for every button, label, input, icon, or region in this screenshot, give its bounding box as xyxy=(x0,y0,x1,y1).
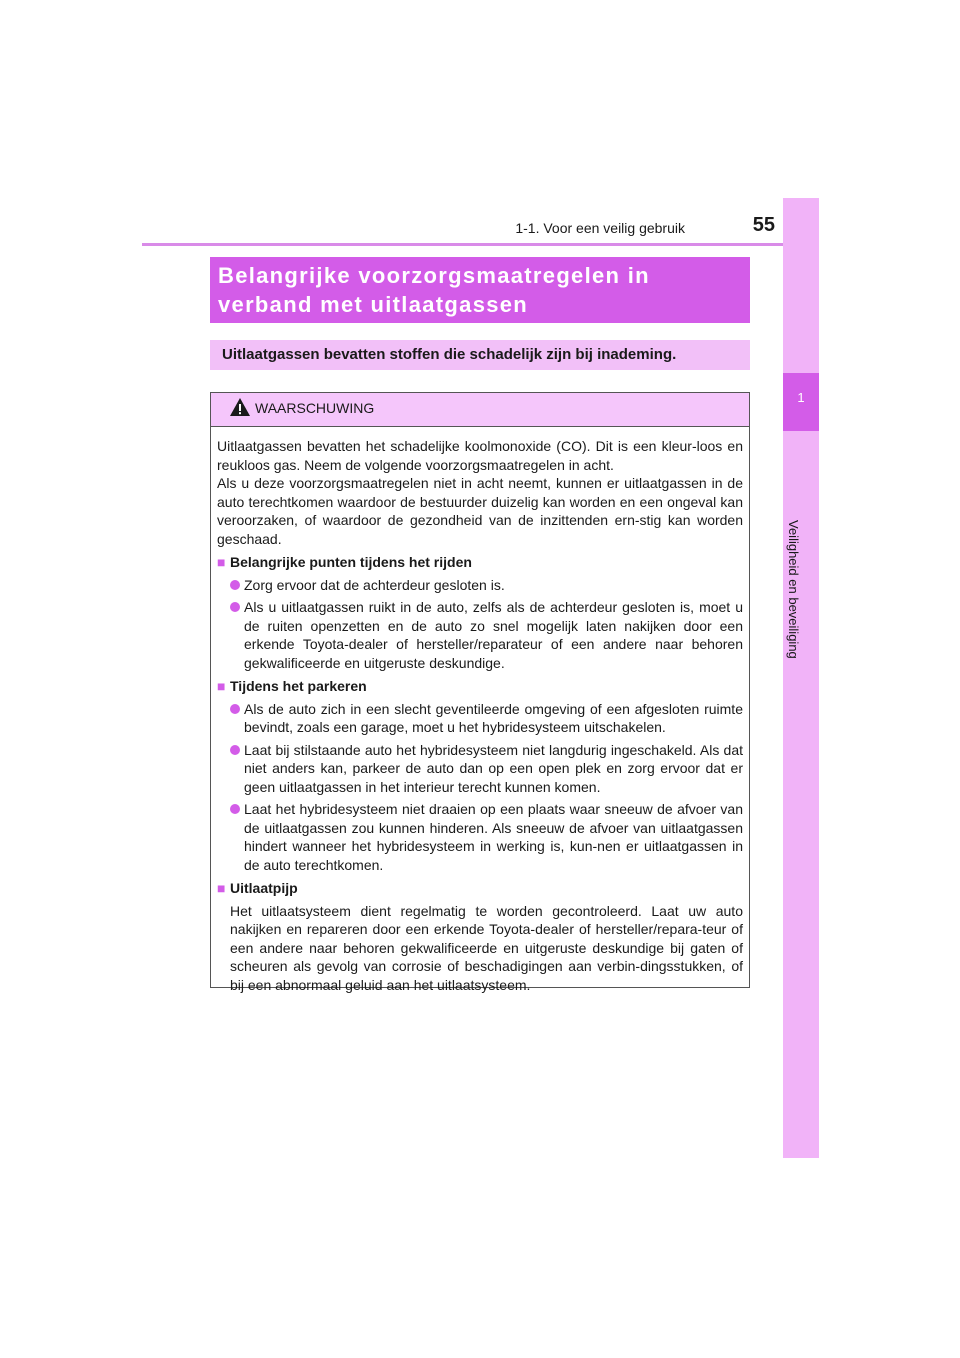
square-bullet-icon: ■ xyxy=(217,678,226,694)
dot-bullet-icon xyxy=(230,745,240,755)
section-heading-text: Tijdens het parkeren xyxy=(230,678,367,694)
dot-bullet-icon xyxy=(230,804,240,814)
section-heading xyxy=(217,677,743,696)
page-subtitle: Uitlaatgassen bevatten stoffen die schadelijk zijn bij inademing. xyxy=(210,340,750,370)
section-heading xyxy=(217,879,743,898)
warning-intro xyxy=(217,437,743,548)
chapter-title-text: Veiligheid en beveiliging xyxy=(786,520,801,659)
page-title-line-2: verband met uitlaatgassen xyxy=(218,292,529,317)
warning-body xyxy=(211,437,749,994)
list-item-text: Laat bij stilstaande auto het hybridesysteem niet langdurig ingeschakeld. Als dat niet anders kan, parkeer de auto dan op een open plek en zorg ervoor dat er geen uitlaatgassen in het interieur terecht kunnen komen. xyxy=(244,741,743,795)
list-item xyxy=(217,576,743,595)
list-item-text: Zorg ervoor dat de achterdeur gesloten is. xyxy=(244,576,505,593)
warning-triangle-icon xyxy=(229,397,251,417)
warning-box xyxy=(210,392,750,993)
section-heading xyxy=(217,553,743,572)
section-heading-text: Uitlaatpijp xyxy=(230,880,298,896)
list-item-text: Als u uitlaatgassen ruikt in de auto, zelfs als de achterdeur gesloten is, moet u de ruiten openzetten en de auto zo snel mogelijk laten nakijken door een erkende Toyota-dealer of hersteller/reparateur of een andere naar behoren gekwalificeerde en uitgeruste deskundige. xyxy=(244,599,743,671)
dot-bullet-icon xyxy=(230,580,240,590)
dot-bullet-icon xyxy=(230,704,240,714)
chapter-side-tab xyxy=(783,198,819,1158)
section-heading-text: Belangrijke punten tijdens het rijden xyxy=(230,554,472,570)
list-item-text: Als de auto zich in een slecht geventileerde omgeving of een afgesloten ruimte bevindt, zoals een garage, moet u het hybridesysteem uitschakelen. xyxy=(244,700,743,735)
page-title xyxy=(210,257,750,323)
list-item-text: Laat het hybridesysteem niet draaien op een plaats waar sneeuw de afvoer van de uitlaatgassen zou kunnen hinderen. Als sneeuw de afvoer van uitlaatgassen hindert wanneer het hybridesysteem in werking is, kun-nen er uitlaatgassen in de auto terechtkomen. xyxy=(244,801,743,873)
warning-header xyxy=(211,393,749,427)
page-number: 55 xyxy=(752,214,775,236)
page-title-line-1: Belangrijke voorzorgsmaatregelen in xyxy=(218,263,650,288)
list-item xyxy=(217,700,743,737)
header-rule xyxy=(142,243,818,246)
list-item xyxy=(217,800,743,874)
warning-label: WAARSCHUWING xyxy=(255,400,375,416)
section-paragraph: Het uitlaatsysteem dient regelmatig te worden gecontroleerd. Laat uw auto nakijken en repareren door een erkende Toyota-dealer of hersteller/repara-teur of een andere naar behoren gekwalificeerde en uitgeruste deskundige bij gaten of scheuren als gevolg van corrosie of beschadigingen aan verbin-dingsstukken, of bij een abnormaal geluid aan het uitlaatsysteem. xyxy=(230,902,743,993)
square-bullet-icon: ■ xyxy=(217,554,226,570)
list-item xyxy=(217,598,743,672)
dot-bullet-icon xyxy=(230,602,240,612)
intro-paragraph: Als u deze voorzorgsmaatregelen niet in acht neemt, kunnen er uitlaatgassen in de auto terechtkomen waardoor de bestuurder duizelig kan worden en een ongeval kan veroorzaken, of waardoor de gezondheid van de inzittenden ern-stig kan worden geschaad. xyxy=(217,475,743,547)
list-item xyxy=(217,741,743,797)
chapter-number: 1 xyxy=(797,390,805,405)
intro-paragraph: Uitlaatgassen bevatten het schadelijke koolmonoxide (CO). Dit is een kleur-loos en reukloos gas. Neem de volgende voorzorgsmaatregelen in acht. xyxy=(217,438,743,473)
section-label: 1-1. Voor een veilig gebruik xyxy=(515,220,685,236)
square-bullet-icon: ■ xyxy=(217,880,226,896)
